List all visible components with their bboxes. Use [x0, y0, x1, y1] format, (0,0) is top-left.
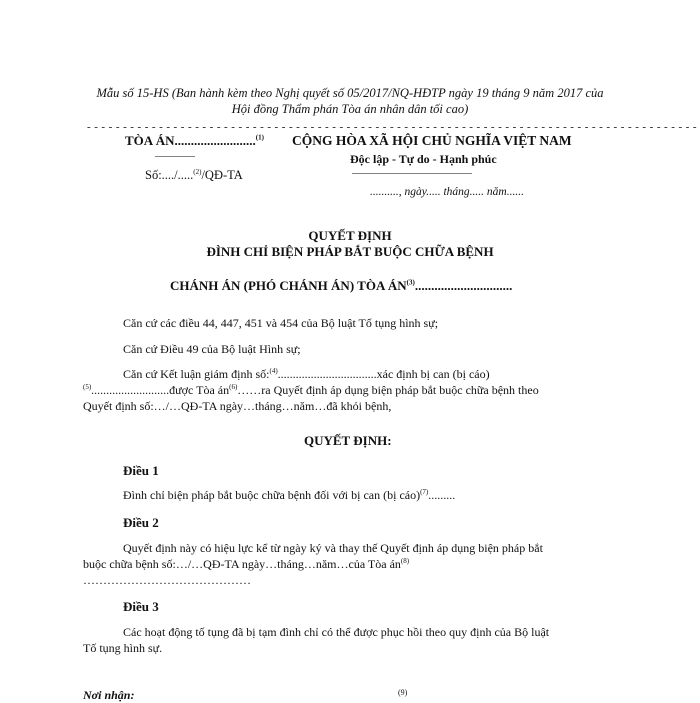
footnote-1: (1) — [255, 133, 264, 142]
document-title: QUYẾT ĐỊNH — [308, 228, 392, 243]
dashed-divider: - - - - - - - - - - - - - - - - - - - - - - - - - - - - - - - - - - - - - - - - - - - - - - - - - - - - - - - - - - - - - - - - - - - - - - - - - - - - - - - - - - - - - — [87, 121, 697, 133]
article-2-line-3: …………………………………… — [83, 573, 251, 587]
issuer-title — [170, 278, 512, 294]
nation-title: CỘNG HÒA XÃ HỘI CHỦ NGHĨA VIỆT NAM — [292, 133, 572, 148]
decision-number-suffix: /QĐ-TA — [201, 168, 243, 182]
basis-line-3-rest: .................................xác định bị can (bị cáo) — [277, 367, 490, 381]
basis-line-1: Căn cứ các điều 44, 447, 451 và 454 của Bộ luật Tố tụng hình sự; — [123, 316, 439, 330]
issuer-dots: .............................. — [414, 278, 513, 293]
decision-number — [145, 168, 243, 183]
recipients-label: Nơi nhận: — [83, 688, 135, 702]
issuer-title-text: CHÁNH ÁN (PHÓ CHÁNH ÁN) TÒA ÁN — [170, 278, 407, 293]
article-3-line-2: Tố tụng hình sự. — [83, 641, 163, 655]
footnote-8: (8) — [400, 557, 410, 565]
footnote-4: (4) — [269, 367, 278, 375]
basis-line-3-text: Căn cứ Kết luận giám định số: — [123, 367, 270, 381]
footnote-7: (7) — [420, 488, 429, 496]
decision-number-text: Số:..../..... — [145, 168, 194, 182]
court-underline: ________ — [155, 147, 195, 158]
document-subtitle: ĐÌNH CHỈ BIỆN PHÁP BẮT BUỘC CHỮA BỆNH — [206, 244, 494, 259]
article-2-heading: Điều 2 — [123, 515, 159, 530]
article-3-line-1: Các hoạt động tố tụng đã bị tạm đình chỉ có thể được phục hồi theo quy định của Bộ luật — [123, 625, 550, 639]
article-1-body: Đình chỉ biện pháp bắt buộc chữa bệnh đối với bị can (bị cáo) — [123, 488, 421, 502]
footnote-6: (6) — [229, 383, 238, 391]
form-note — [0, 85, 700, 117]
footnote-2: (2) — [193, 167, 202, 176]
basis-line-3 — [123, 367, 490, 382]
basis-line-4-text: ..........................được Tòa án — [91, 383, 230, 397]
footnote-5: (5) — [83, 383, 92, 391]
footnote-9: (9) — [398, 688, 408, 697]
article-1-dots: ......... — [428, 488, 456, 502]
court-name-text: TÒA ÁN......................... — [125, 133, 256, 148]
article-1-text — [123, 488, 455, 503]
footnote-3: (3) — [406, 278, 415, 287]
issue-date: .........., ngày..... tháng..... năm...... — [370, 186, 524, 198]
basis-line-4-rest: ……ra Quyết định áp dụng biện pháp bắt buộc chữa bệnh theo — [237, 383, 539, 397]
national-motto: Độc lập - Tự do - Hạnh phúc — [350, 152, 497, 166]
article-2-line-2 — [83, 557, 409, 572]
basis-line-5: Quyết định số:…/…QĐ-TA ngày…tháng…năm…đã khỏi bệnh, — [83, 399, 392, 413]
basis-line-4 — [83, 383, 539, 398]
form-note-line1: Mẫu số 15-HS (Ban hành kèm theo Nghị quyết số 05/2017/NQ-HĐTP ngày 19 tháng 9 năm 2017 của — [96, 86, 604, 100]
motto-underline: ________________________ — [352, 164, 472, 175]
article-1-heading: Điều 1 — [123, 463, 159, 478]
form-note-line2: Hội đồng Thẩm phán Tòa án nhân dân tối cao) — [231, 102, 469, 116]
article-3-heading: Điều 3 — [123, 599, 159, 614]
basis-line-2: Căn cứ Điều 49 của Bộ luật Hình sự; — [123, 342, 301, 356]
decision-heading: QUYẾT ĐỊNH: — [304, 433, 392, 448]
article-2-line-1: Quyết định này có hiệu lực kể từ ngày ký và thay thế Quyết định áp dụng biện pháp bắt — [123, 541, 543, 555]
article-2-line-2-text: buộc chữa bệnh số:…/…QĐ-TA ngày…tháng…năm…của Tòa án — [83, 557, 401, 571]
